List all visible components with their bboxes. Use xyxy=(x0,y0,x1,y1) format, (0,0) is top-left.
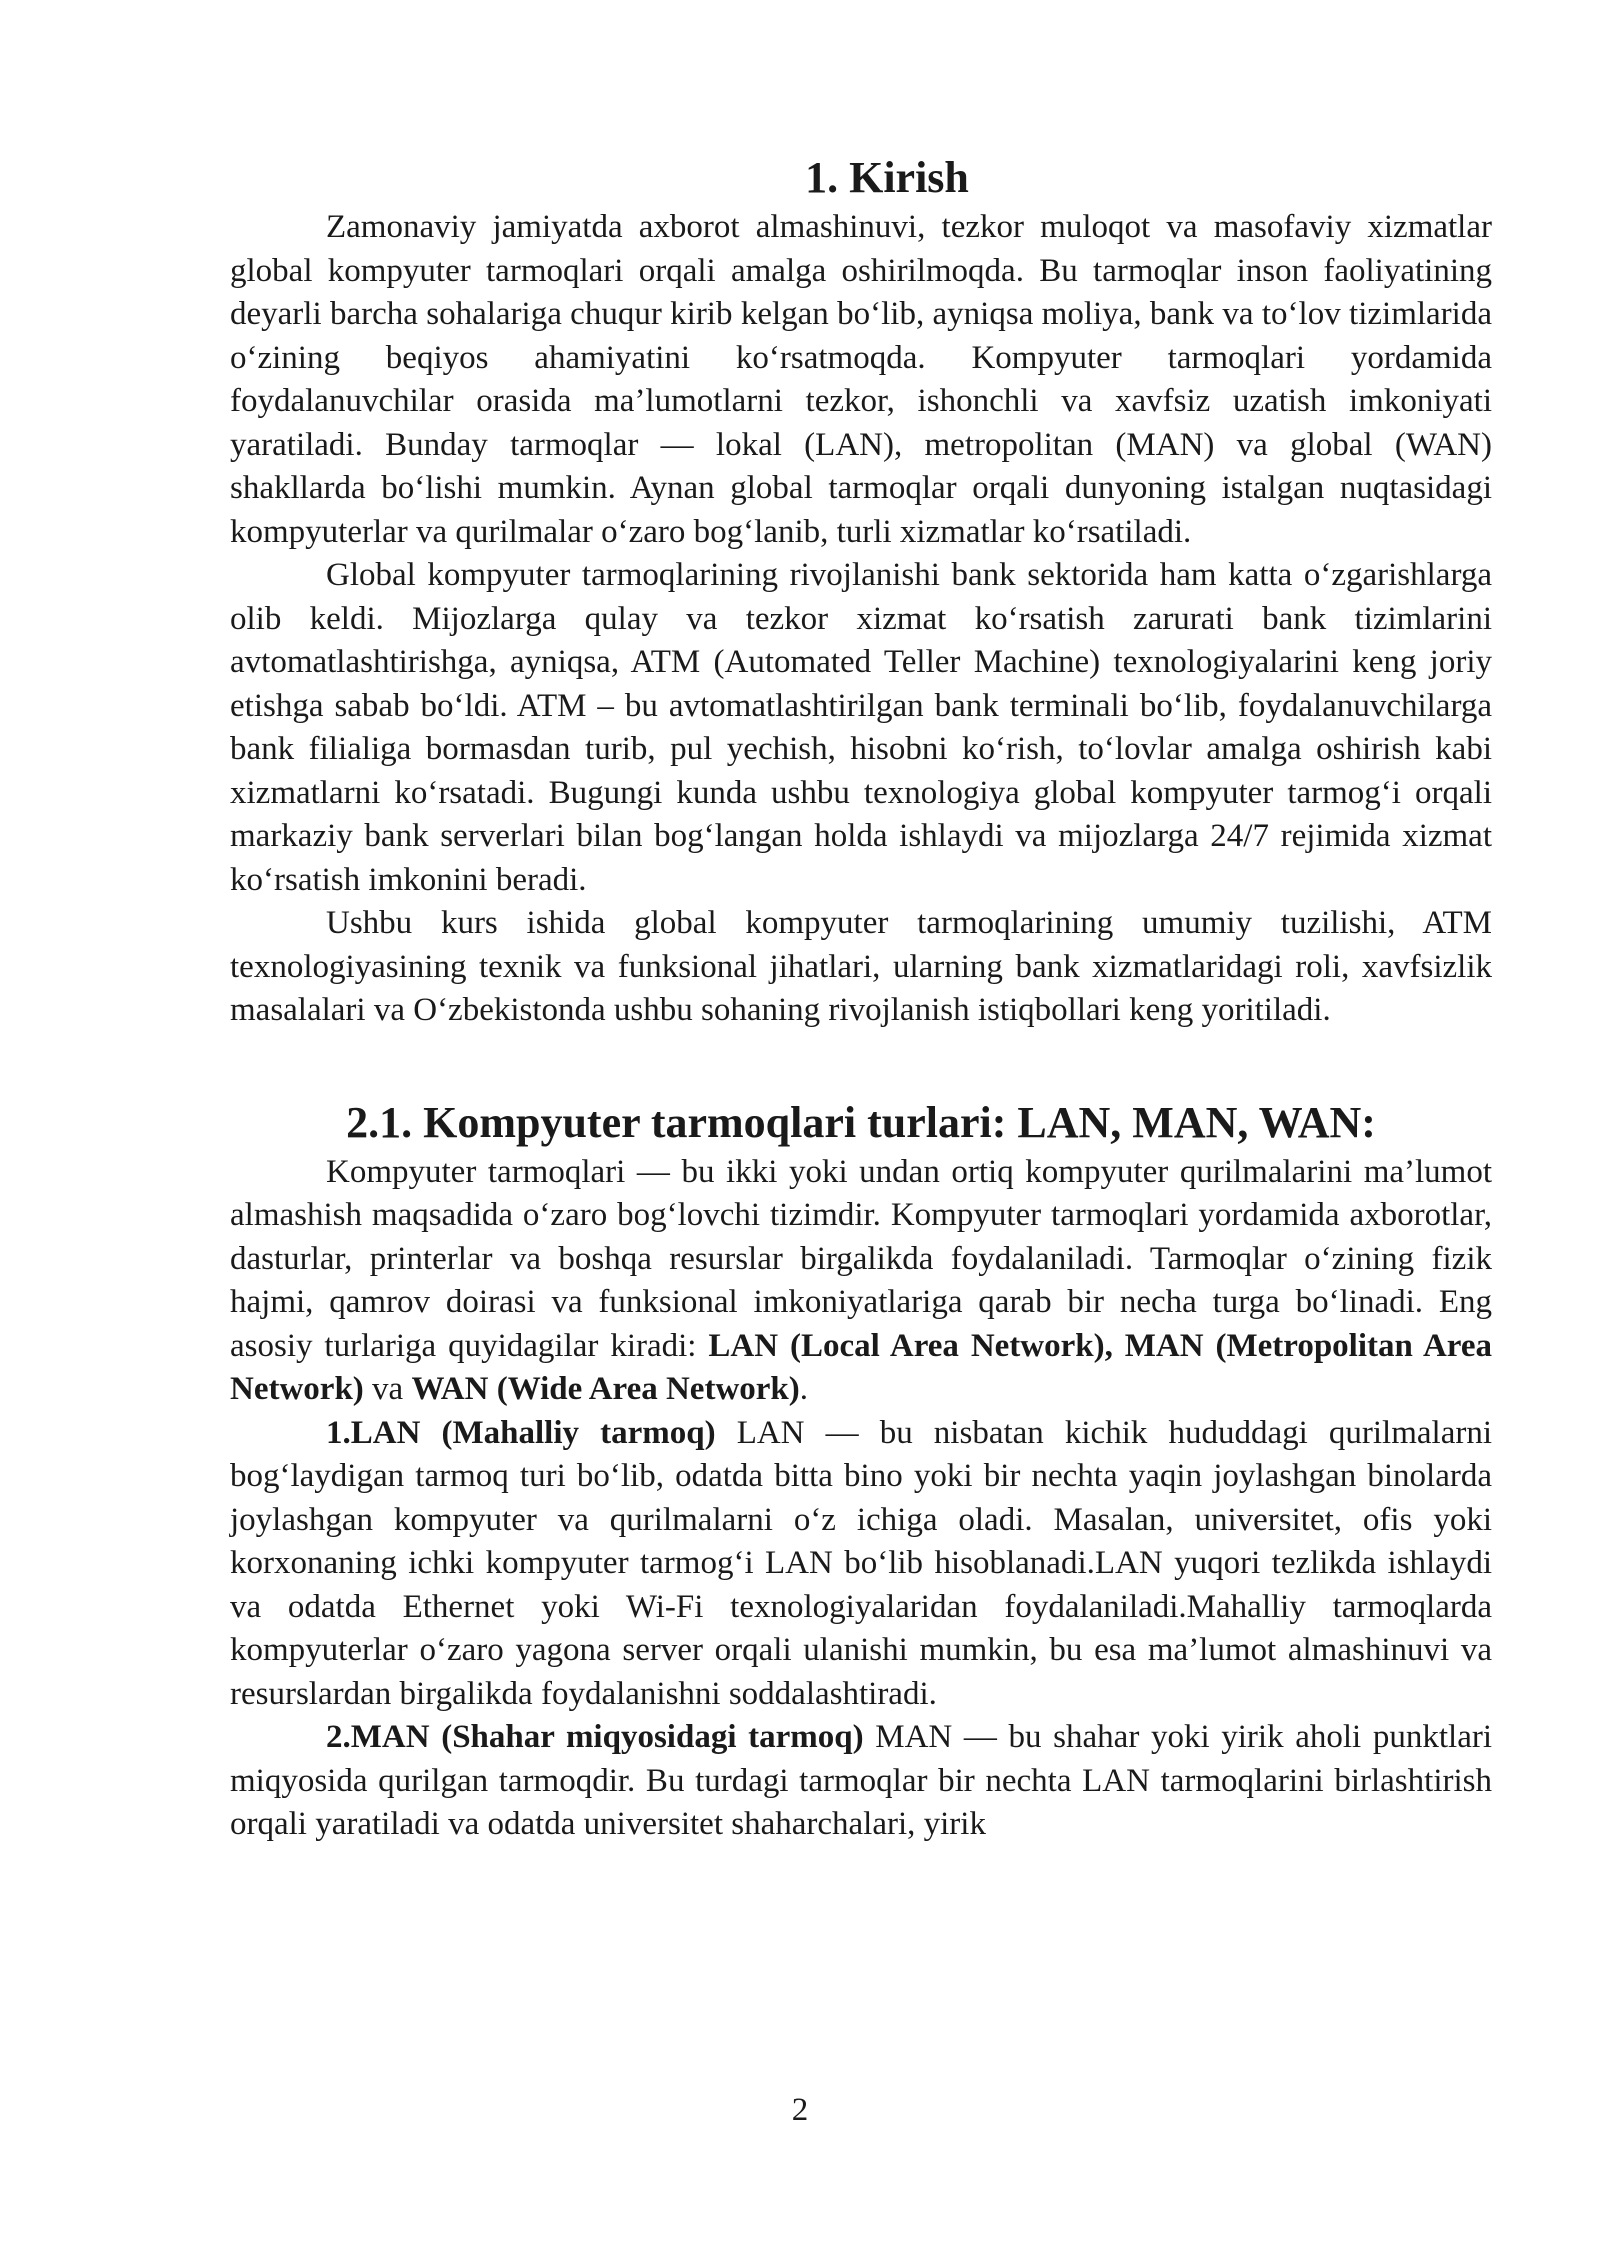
paragraph-intro-1: Zamonaviy jamiyatda axborot almashinuvi, tezkor muloqot va masofaviy xizmatlar global kompyuter tarmoqlari orqali amalga oshirilmoqda. Bu tarmoqlar inson faoliyatining deyarli barcha sohalariga chuqur kirib kelgan bo‘lib, ayniqsa moliya, bank va to‘lov tizimlarida o‘zining beqiyos ahamiyatini ko‘rsatmoqda. Kompyuter tarmoqlari yordamida foydalanuvchilar orasida ma’lumotlarni tezkor, ishonchli va xavfsiz uzatish imkoniyati yaratiladi. Bunday tarmoqlar — lokal (LAN), metropolitan (MAN) va global (WAN) shakllarda bo‘lishi mumkin. Aynan global tarmoqlar orqali dunyoning istalgan nuqtasidagi kompyuterlar va qurilmalar o‘zaro bog‘lanib, turli xizmatlar ko‘rsatiladi. xyxy=(230,209,1492,550)
network-types-bold-1: LAN (Local Area Network), MAN (Metropolitan Area Network) xyxy=(230,1327,1492,1407)
lan-heading: 1.LAN (Mahalliy tarmoq) xyxy=(326,1414,716,1451)
page-number: 2 xyxy=(791,2092,809,2128)
page-content xyxy=(230,150,1492,1847)
paragraph-man xyxy=(230,1716,1492,1847)
section-title-network-types: 2.1. Kompyuter tarmoqlari turlari: LAN, MAN, WAN: xyxy=(346,1097,1376,1147)
paragraph-intro-2: Global kompyuter tarmoqlarining rivojlanishi bank sektorida ham katta o‘zgarishlarga olib keldi. Mijozlarga qulay va tezkor xizmat ko‘rsatish zarurati bank tizimlarini avtomatlashtirishga, ayniqsa, ATM (Automated Teller Machine) texnologiyalarini keng joriy etishga sabab bo‘ldi. ATM – bu avtomatlashtirilgan bank terminali bo‘lib, foydalanuvchilarga bank filialiga bormasdan turib, pul yechish, hisobni ko‘rish, to‘lovlar amalga oshirish kabi xizmatlarni ko‘rsatadi. Bugungi kunda ushbu texnologiya global kompyuter tarmog‘i orqali markaziy bank serverlari bilan bog‘langan holda ishlaydi va mijozlarga 24/7 rejimida xizmat ko‘rsatish imkonini beradi. xyxy=(230,557,1492,898)
lan-text: LAN — bu nisbatan kichik hududdagi qurilmalarni bog‘laydigan tarmoq turi bo‘lib, odatda bitta bino yoki bir nechta yaqin joylashgan binolarda joylashgan kompyuter va qurilmalarni o‘z ichiga oladi. Masalan, universitet, ofis yoki korxonaning ichki kompyuter tarmog‘i LAN bo‘lib hisoblanadi.LAN yuqori tezlikda ishlaydi va odatda Ethernet yoki Wi-Fi texnologiyalaridan foydalaniladi.Mahalliy tarmoqlarda kompyuterlar o‘zaro yagona server orqali ulanishi mumkin, bu esa ma’lumot almashinuvi va resurslardan birgalikda foydalanishni soddalashtiradi. xyxy=(230,1414,1492,1712)
network-definition-period: . xyxy=(799,1371,809,1407)
section-title-kirish: 1. Kirish xyxy=(805,153,969,202)
network-definition-text: Kompyuter tarmoqlari — bu ikki yoki undan ortiq kompyuter qurilmalarini ma’lumot almashish maqsadida o‘zaro bog‘lovchi tizimdir. Kompyuter tarmoqlari yordamida axborotlar, dasturlar, printerlar va boshqa resurslar birgalikda foydalaniladi. Tarmoqlar o‘zining fizik hajmi, qamrov doirasi va funksional imkoniyatlariga qarab bir necha turga bo‘linadi. Eng asosiy turlariga quyidagilar kiradi: xyxy=(230,1153,1492,1364)
network-types-bold-2: WAN (Wide Area Network) xyxy=(411,1371,800,1407)
man-heading: 2.MAN (Shahar miqyosidagi tarmoq) xyxy=(326,1719,864,1755)
network-definition-conjunction: va xyxy=(363,1371,412,1407)
paragraph-intro-3: Ushbu kurs ishida global kompyuter tarmoqlarining umumiy tuzilishi, ATM texnologiyasining texnik va funksional jihatlari, ularning bank xizmatlaridagi roli, xavfsizlik masalalari va O‘zbekistonda ushbu sohaning rivojlanish istiqbollari keng yoritiladi. xyxy=(230,905,1492,1028)
paragraph-network-definition xyxy=(230,1151,1492,1412)
man-text: MAN — bu shahar yoki yirik aholi punktlari miqyosida qurilgan tarmoqdir. Bu turdagi tarmoqlar bir nechta LAN tarmoqlarini birlashtirish orqali yaratiladi va odatda universitet shaharchalari, yirik xyxy=(230,1719,1492,1842)
paragraph-lan xyxy=(230,1412,1492,1717)
